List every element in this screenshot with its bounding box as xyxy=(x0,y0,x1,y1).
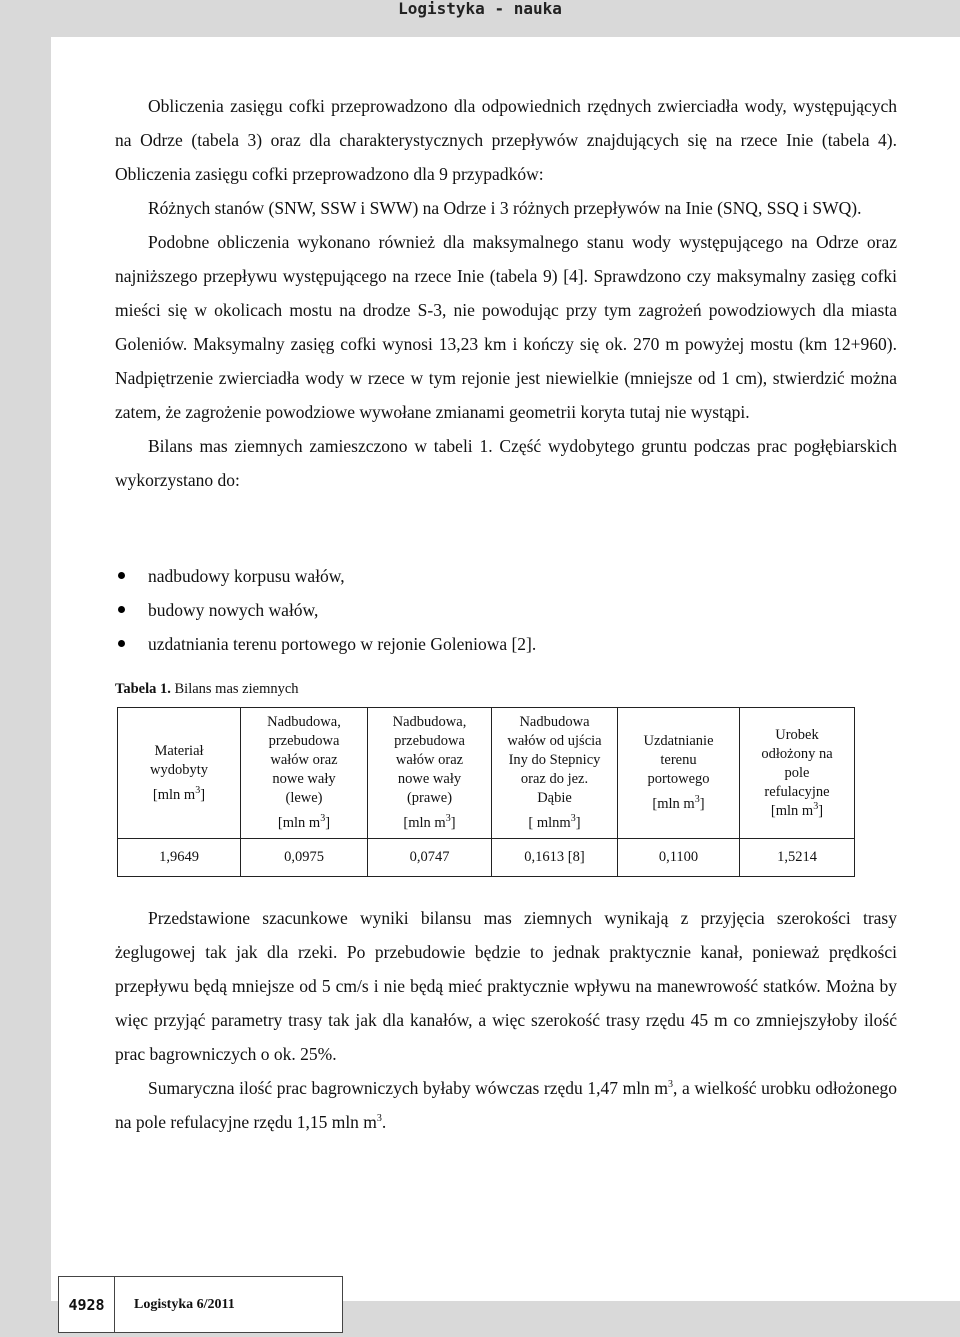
header-cell: Nadbudowa wałów od ujścia Iny do Stepnicy oraz do jez. Dąbie [ mlnm$^3$] xyxy=(492,708,618,839)
table-cell: 1,5214 xyxy=(740,839,855,877)
table-cell: 0,0975 xyxy=(241,839,368,877)
page-number: 4928 xyxy=(59,1277,115,1332)
table-cell: 0,1613 [8] xyxy=(492,839,618,877)
list-item: uzdatniania terenu portowego w rejonie Goleniowa [2]. xyxy=(115,627,815,661)
bullet-icon xyxy=(118,640,125,647)
intro-text xyxy=(115,89,897,497)
header-cell: Nadbudowa, przebudowa wałów oraz nowe wały (prawe) [mln $m^3$] xyxy=(368,708,492,839)
table-cell: 1,9649 xyxy=(118,839,241,877)
paragraph-intro-4: Bilans mas ziemnych zamieszczono w tabeli 1. Część wydobytego gruntu podczas prac pogłębiarskich wykorzystano do: xyxy=(115,436,897,490)
list-item: budowy nowych wałów, xyxy=(115,593,815,627)
paragraph-intro-3: Podobne obliczenia wykonano również dla maksymalnego stanu wody występującego na Odrze oraz najniższego przepływu występującego na rzece Inie (tabela 9) [4]. Sprawdzono czy maksymalny zasięg cofki mieści się w okolicach mostu na drodze S-3, nie powodując przy tym zagrożeń powodziowych dla miasta Goleniów. Maksymalny zasięg cofki wynosi 13,23 km i kończy się ok. 270 m powyżej mostu (km 12+960). Nadpiętrzenie zwierciadła wody w rzece w tym rejonie jest niewielkie (mniejsze od 1 cm), stwierdzić można zatem, że zagrożenie powodziowe wywołane zmianami geometrii koryta tutaj nie wystąpi. xyxy=(115,232,897,422)
table-header-row xyxy=(118,708,855,839)
table-row xyxy=(118,839,855,877)
page xyxy=(51,37,960,1301)
header-title: Logistyka - nauka xyxy=(398,0,562,18)
bullet-list xyxy=(115,559,815,661)
page-footer xyxy=(58,1276,343,1333)
paragraph-intro-1: Obliczenia zasięgu cofki przeprowadzono dla odpowiednich rzędnych zwierciadła wody, występujących na Odrze (tabela 3) oraz dla charakterystycznych przepływów znajdujących się na rzece Inie (tabela 4). Obliczenia zasięgu cofki przeprowadzono dla 9 przypadków: xyxy=(115,96,897,184)
running-header xyxy=(0,0,960,37)
conclusion-text xyxy=(115,901,897,1139)
table-caption: Tabela 1. Bilans mas ziemnych xyxy=(115,681,299,697)
journal-issue: Logistyka 6/2011 xyxy=(134,1297,235,1312)
header-cell: Urobek odłożony na pole refulacyjne [mln $m^3$] xyxy=(740,708,855,839)
header-cell: Uzdatnianie terenu portowego [mln $m^3$] xyxy=(618,708,740,839)
earth-mass-table xyxy=(117,707,855,877)
table-cell: 0,0747 xyxy=(368,839,492,877)
table-cell: 0,1100 xyxy=(618,839,740,877)
bullet-icon xyxy=(118,572,125,579)
header-cell: Materiał wydobyty [mln $m^3$] xyxy=(118,708,241,839)
header-cell: Nadbudowa, przebudowa wałów oraz nowe wały (lewe) [mln $m^3$] xyxy=(241,708,368,839)
paragraph-conclusion-2: Sumaryczna ilość prac bagrowniczych byłaby wówczas rzędu 1,47 mln $m^3$, a wielkość urobku odłożonego na pole refulacyjne rzędu 1,15 mln $m^3$. xyxy=(115,1078,897,1132)
paragraph-conclusion-1: Przedstawione szacunkowe wyniki bilansu mas ziemnych wynikają z przyjęcia szerokości trasy żeglugowej tak jak dla rzeki. Po przebudowie będzie to jednak praktycznie kanał, ponieważ prędkości przepływu będą mniejsze od 5 cm/s i nie będą mieć praktycznie wpływu na manewrowość statków. Można by więc przyjąć parametry trasy tak jak dla kanałów, a więc szerokość trasy rzędu 45 m co zmniejszyłoby ilość prac bagrowniczych o ok. 25%. xyxy=(115,908,897,1064)
bullet-icon xyxy=(118,606,125,613)
list-item: nadbudowy korpusu wałów, xyxy=(115,559,815,593)
paragraph-intro-2: Różnych stanów (SNW, SSW i SWW) na Odrze i 3 różnych przepływów na Inie (SNQ, SSQ i SWQ). xyxy=(148,198,862,218)
